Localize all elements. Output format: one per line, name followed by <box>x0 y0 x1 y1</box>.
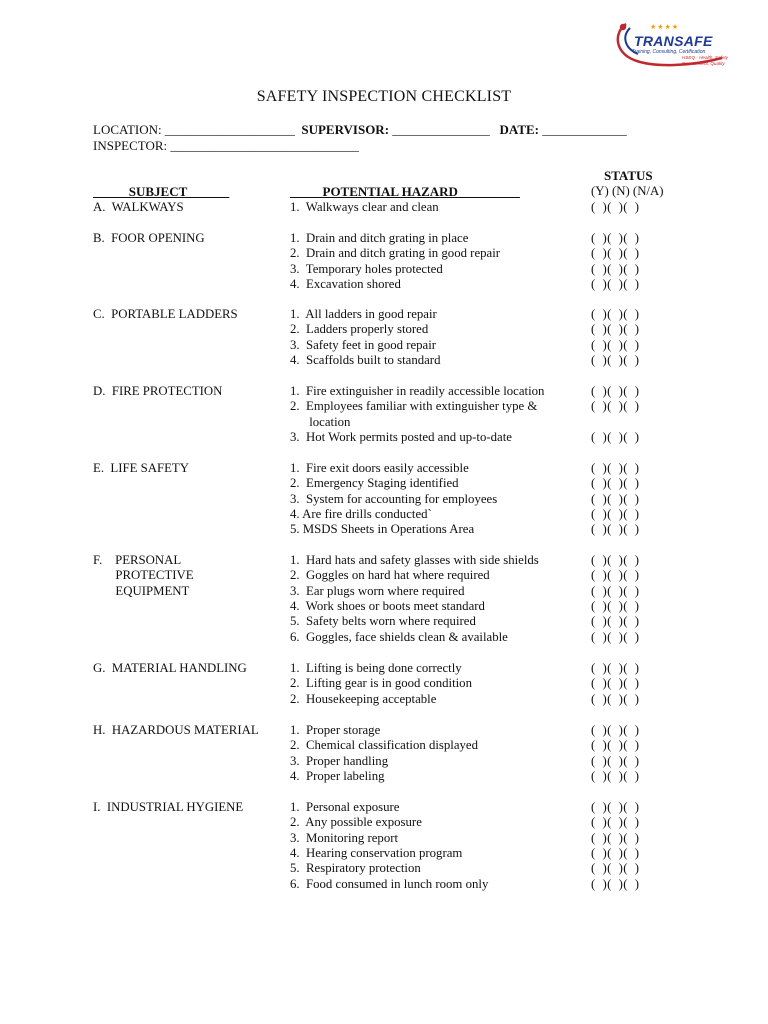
hazard-item: 4. Scaffolds built to standard <box>290 352 441 367</box>
status-checkboxes[interactable]: ( )( )( ) <box>591 629 640 644</box>
hazard-item: 2. Employees familiar with extinguisher type & <box>290 399 538 414</box>
hazard-item: 4. Hearing conservation program <box>290 845 463 860</box>
hazard-item: 1. Fire extinguisher in readily accessible location <box>290 384 545 398</box>
location-field[interactable]: ____________________ <box>164 122 295 137</box>
header-row-2 <box>93 138 359 154</box>
status-checkboxes[interactable]: ( )( )( ) <box>591 800 640 814</box>
section-subject: F. PERSONAL PROTECTIVE EQUIPMENT <box>93 553 194 598</box>
hazard-item: 4. Proper labeling <box>290 768 385 783</box>
hazard-item: 3. Temporary holes protected <box>290 261 443 276</box>
status-checkboxes[interactable]: ( )( )( ) <box>591 384 640 398</box>
status-checkboxes[interactable]: ( )( )( ) <box>591 399 640 414</box>
section-subject: D. FIRE PROTECTION <box>93 384 223 398</box>
hazard-item: 1. Personal exposure <box>290 800 400 814</box>
hazard-item: 3. Ear plugs worn where required <box>290 583 465 598</box>
status-checkboxes[interactable]: ( )( )( ) <box>591 861 640 876</box>
hazard-item: 3. Hot Work permits posted and up-to-date <box>290 429 512 444</box>
status-checkboxes[interactable]: ( )( )( ) <box>591 738 640 753</box>
status-checkboxes[interactable]: ( )( )( ) <box>591 568 640 583</box>
hazard-item: 3. Monitoring report <box>290 830 399 845</box>
hazard-item: 2. Housekeeping acceptable <box>290 691 437 706</box>
section-subject: H. HAZARDOUS MATERIAL <box>93 723 259 737</box>
inspector-label: INSPECTOR: <box>93 138 168 153</box>
status-checkboxes[interactable]: ( )( )( ) <box>591 876 640 891</box>
subject-column-header: SUBJECT <box>93 184 230 199</box>
transafe-logo <box>612 18 732 70</box>
hazard-item: 2. Lifting gear is in good condition <box>290 676 472 691</box>
status-checkboxes[interactable]: ( )( )( ) <box>591 231 640 245</box>
section-subject: E. LIFE SAFETY <box>93 461 189 475</box>
hazard-item: 1. Walkways clear and clean <box>290 200 439 214</box>
section-subject: I. INDUSTRIAL HYGIENE <box>93 800 244 814</box>
page-title: SAFETY INSPECTION CHECKLIST <box>256 88 512 105</box>
status-checkboxes[interactable]: ( )( )( ) <box>591 352 640 367</box>
hazard-item: 2. Any possible exposure <box>290 815 422 830</box>
hazard-item: 2. Chemical classification displayed <box>290 738 478 753</box>
status-checkboxes[interactable]: ( )( )( ) <box>591 307 640 321</box>
status-checkboxes[interactable]: ( )( )( ) <box>591 815 640 830</box>
inspector-field[interactable]: _____________________________ <box>170 138 359 153</box>
status-checkboxes[interactable]: ( )( )( ) <box>591 200 640 214</box>
hazard-item: 4. Work shoes or boots meet standard <box>290 598 485 613</box>
status-checkboxes[interactable]: ( )( )( ) <box>591 830 640 845</box>
status-checkboxes[interactable]: ( )( )( ) <box>591 491 640 506</box>
status-checkboxes[interactable]: ( )( )( ) <box>591 768 640 783</box>
hazard-item: 1. Fire exit doors easily accessible <box>290 461 469 475</box>
hazard-item: location <box>290 414 351 429</box>
hazard-item: 6. Food consumed in lunch room only <box>290 876 489 891</box>
hazard-item: 4. Are fire drills conducted` <box>290 506 432 521</box>
status-checkboxes[interactable]: ( )( )( ) <box>591 845 640 860</box>
status-checkboxes[interactable]: ( )( )( ) <box>591 337 640 352</box>
status-checkboxes[interactable]: ( )( )( ) <box>591 461 640 475</box>
date-label: DATE: <box>499 122 540 137</box>
hazard-item: 4. Excavation shored <box>290 276 401 291</box>
hazard-item: 5. MSDS Sheets in Operations Area <box>290 522 475 537</box>
logo-stars: ★★★★ <box>650 23 680 31</box>
hazard-item: 1. Hard hats and safety glasses with side shields <box>290 553 539 567</box>
supervisor-field[interactable]: _______________ <box>392 122 490 137</box>
hazard-item: 5. Safety belts worn where required <box>290 614 476 629</box>
status-checkboxes[interactable]: ( )( )( ) <box>591 261 640 276</box>
status-checkboxes[interactable]: ( )( )( ) <box>591 598 640 613</box>
section-subject: C. PORTABLE LADDERS <box>93 307 238 321</box>
status-checkboxes[interactable]: ( )( )( ) <box>591 246 640 261</box>
status-checkboxes[interactable]: ( )( )( ) <box>591 691 640 706</box>
hazard-item: 3. Safety feet in good repair <box>290 337 437 352</box>
hazard-item: 2. Ladders properly stored <box>290 322 429 337</box>
hazard-item: 2. Goggles on hard hat where required <box>290 568 490 583</box>
status-options: (Y) (N) (N/A) <box>591 184 664 198</box>
status-checkboxes[interactable]: ( )( )( ) <box>591 506 640 521</box>
section-subject: B. FOOR OPENING <box>93 231 205 245</box>
status-checkboxes[interactable]: ( )( )( ) <box>591 276 640 291</box>
location-label: LOCATION: <box>93 122 162 137</box>
status-checkboxes[interactable]: ( )( )( ) <box>591 522 640 537</box>
hazard-item: 2. Emergency Staging identified <box>290 476 459 491</box>
date-field[interactable]: _____________ <box>542 122 627 137</box>
supervisor-label: SUPERVISOR: <box>301 122 390 137</box>
hazard-item: 1. All ladders in good repair <box>290 307 437 321</box>
status-checkboxes[interactable]: ( )( )( ) <box>591 614 640 629</box>
logo-tagline: Training, Consulting, Certification <box>632 49 706 55</box>
section-subject: G. MATERIAL HANDLING <box>93 661 247 675</box>
hazard-item: 1. Proper storage <box>290 723 381 737</box>
status-checkboxes[interactable]: ( )( )( ) <box>591 429 640 444</box>
header-row-1 <box>93 122 627 138</box>
status-checkboxes[interactable]: ( )( )( ) <box>591 676 640 691</box>
status-checkboxes[interactable]: ( )( )( ) <box>591 476 640 491</box>
hazard-item: 2. Drain and ditch grating in good repair <box>290 246 501 261</box>
hazard-item: 6. Goggles, face shields clean & available <box>290 629 508 644</box>
status-checkboxes[interactable]: ( )( )( ) <box>591 322 640 337</box>
hazard-item: 3. System for accounting for employees <box>290 491 498 506</box>
logo-tagline-hseq: HSEQ - Health, Safety Environment, Quality <box>682 55 728 66</box>
logo-brand: TRANSAFE <box>634 33 713 49</box>
hazard-item: 1. Lifting is being done correctly <box>290 661 462 675</box>
hazard-item: 3. Proper handling <box>290 753 389 768</box>
status-checkboxes[interactable]: ( )( )( ) <box>591 583 640 598</box>
status-checkboxes[interactable]: ( )( )( ) <box>591 723 640 737</box>
status-checkboxes[interactable]: ( )( )( ) <box>591 753 640 768</box>
section-subject: A. WALKWAYS <box>93 200 184 214</box>
hazard-column-header: POTENTIAL HAZARD ____ <box>290 184 520 199</box>
status-heading: STATUS <box>604 168 653 183</box>
status-checkboxes[interactable]: ( )( )( ) <box>591 661 640 675</box>
status-checkboxes[interactable]: ( )( )( ) <box>591 553 640 567</box>
hazard-item: 5. Respiratory protection <box>290 861 421 876</box>
hazard-item: 1. Drain and ditch grating in place <box>290 231 469 245</box>
